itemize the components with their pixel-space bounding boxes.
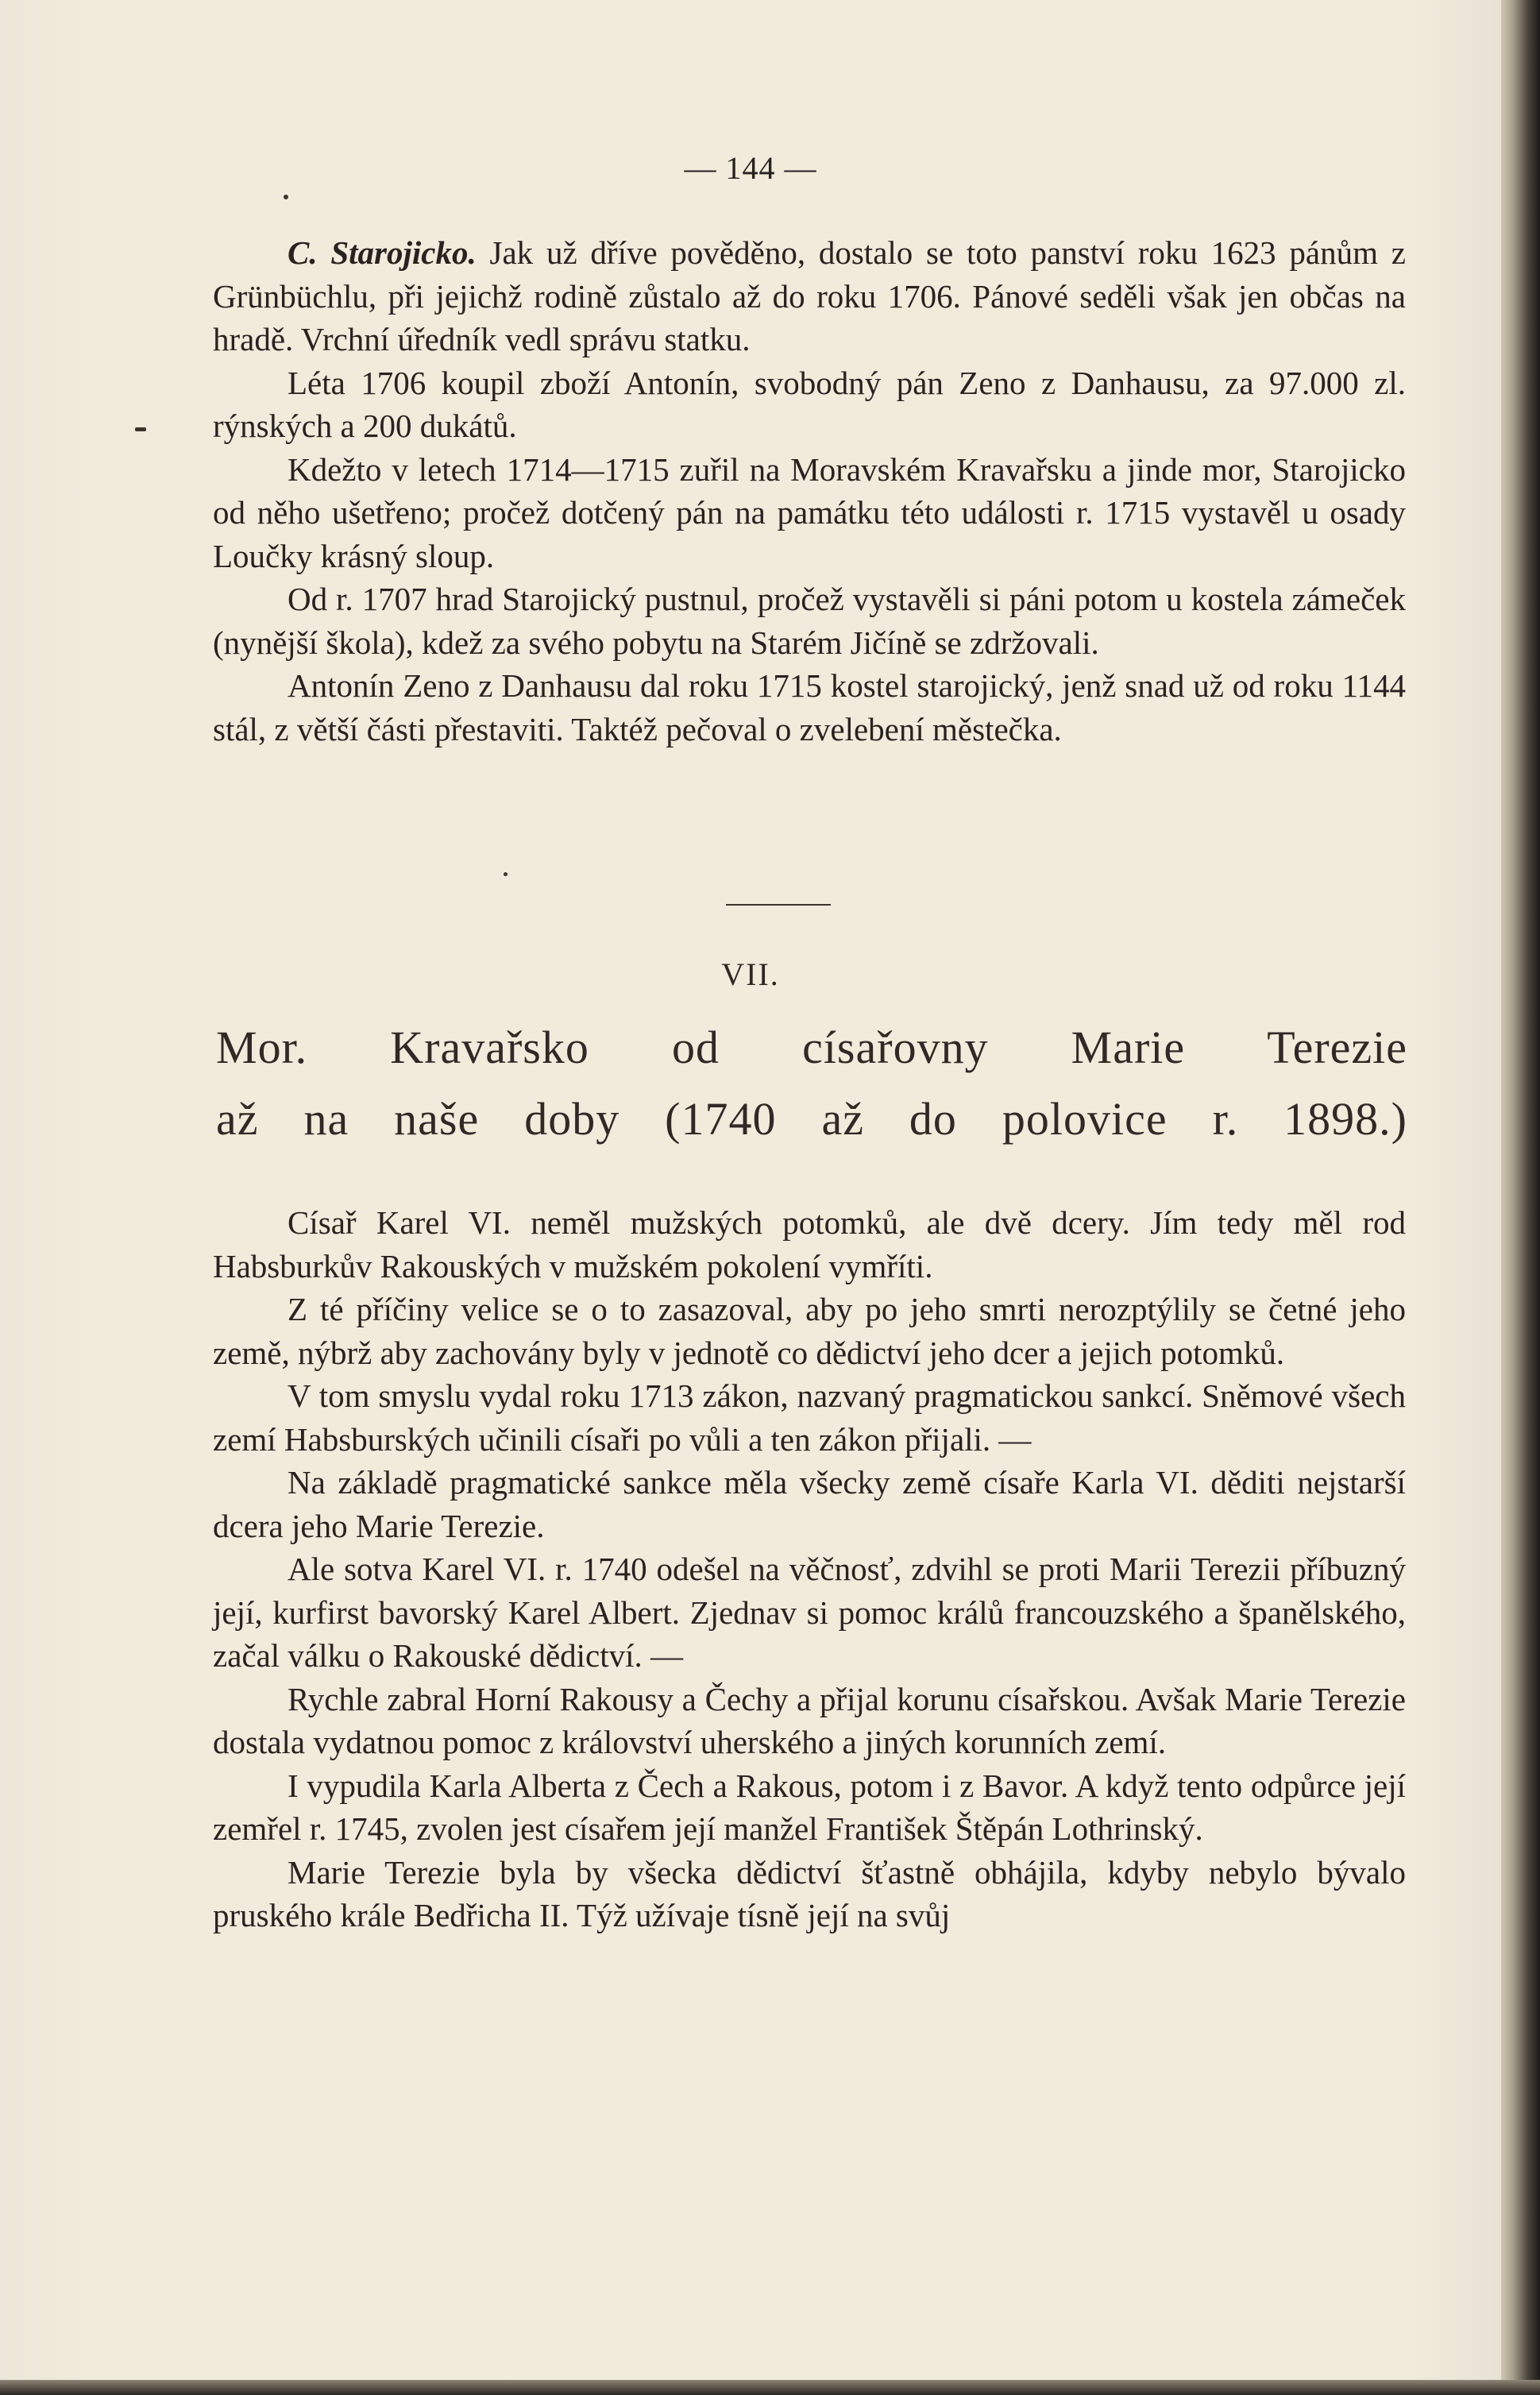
section-divider [726, 904, 831, 906]
paragraph: Marie Terezie byla by všecka dědictví šťastně obhájila, kdyby nebylo bývalo pruského krále Bedřicha II. Týž užívaje tísně její na svůj [213, 1853, 1406, 1933]
page-number: — 144 — [684, 150, 817, 186]
text-block-starojicko [213, 231, 1406, 751]
section-title-line-2: až na naše doby (1740 až do polovice r. 1898.) [216, 1093, 1407, 1145]
scan-bottom-edge [0, 2380, 1540, 2395]
print-speck [135, 427, 146, 431]
paragraph: I vypudila Karla Alberta z Čech a Rakous, potom i z Bavor. A když tento odpůrce její zemřel r. 1745, zvolen jest císařem její manžel František Štěpán Lothrinský. [213, 1767, 1406, 1847]
paragraph: Rychle zabral Horní Rakousy a Čechy a přijal korunu císařskou. Avšak Marie Terezie dostala vydatnou pomoc z království uherského a jiných korunních zemí. [213, 1680, 1406, 1760]
paragraph: Na základě pragmatické sankce měla všecky země císaře Karla VI. děditi nejstarší dcera jeho Marie Terezie. [213, 1464, 1406, 1544]
paragraph-text: Jak už dříve pověděno, dostalo se toto panství roku 1623 pánům z Grünbüchlu, při jejichž rodině zůstalo až do roku 1706. Pánové seděli však jen občas na hradě. Vrchní úředník vedl správu statku. [213, 234, 1406, 357]
paragraph: Od r. 1707 hrad Starojický pustnul, pročež vystavěli si páni potom u kostela zámeček (nynější škola), kdež za svého pobytu na Starém Jičíně se zdržovali. [213, 581, 1406, 661]
paragraph [213, 231, 1406, 361]
section-title-line-1: Mor. Kravařsko od císařovny Marie Terezie [216, 1022, 1407, 1073]
paragraph: V tom smyslu vydal roku 1713 zákon, nazvaný pragmatickou sankcí. Sněmové všech zemí Habsburských učinili císaři po vůli a ten zákon přijali. — [213, 1377, 1406, 1458]
section-number: VII. [721, 956, 780, 992]
paragraph: Kdežto v letech 1714—1715 zuřil na Moravském Kravařsku a jinde mor, Starojicko od něho ušetřeno; pročež dotčený pán na památku této události r. 1715 vystavěl u osady Loučky krásný sloup. [213, 450, 1406, 574]
text-block-maria-theresa [213, 1201, 1406, 1937]
book-binding-edge [1501, 0, 1540, 2395]
print-speck [284, 195, 288, 199]
print-speck [504, 872, 508, 876]
paragraph: Antonín Zeno z Danhausu dal roku 1715 kostel starojický, jenž snad už od roku 1144 stál, z větší části přestaviti. Taktéž pečoval o zvelebení městečka. [213, 667, 1406, 747]
paragraph: Ale sotva Karel VI. r. 1740 odešel na věčnosť, zdvihl se proti Marii Terezii příbuzný její, kurfirst bavorský Karel Albert. Zjednav si pomoc králů francouzského a španělského, začal válku o Rakouské dědictví. — [213, 1551, 1406, 1674]
paragraph-heading: C. Starojicko. [288, 234, 477, 271]
paragraph: Léta 1706 koupil zboží Antonín, svobodný pán Zeno z Danhausu, za 97.000 zl. rýnských a 200 dukátů. [213, 364, 1406, 444]
paragraph: Císař Karel VI. neměl mužských potomků, ale dvě dcery. Jím tedy měl rod Habsburkův Rakouských v mužském pokolení vymříti. [213, 1204, 1406, 1284]
paragraph: Z té příčiny velice se o to zasazoval, aby po jeho smrti nerozptýlily se četné jeho země, nýbrž aby zachovány byly v jednotě co dědictví jeho dcer a jejich potomků. [213, 1291, 1406, 1371]
